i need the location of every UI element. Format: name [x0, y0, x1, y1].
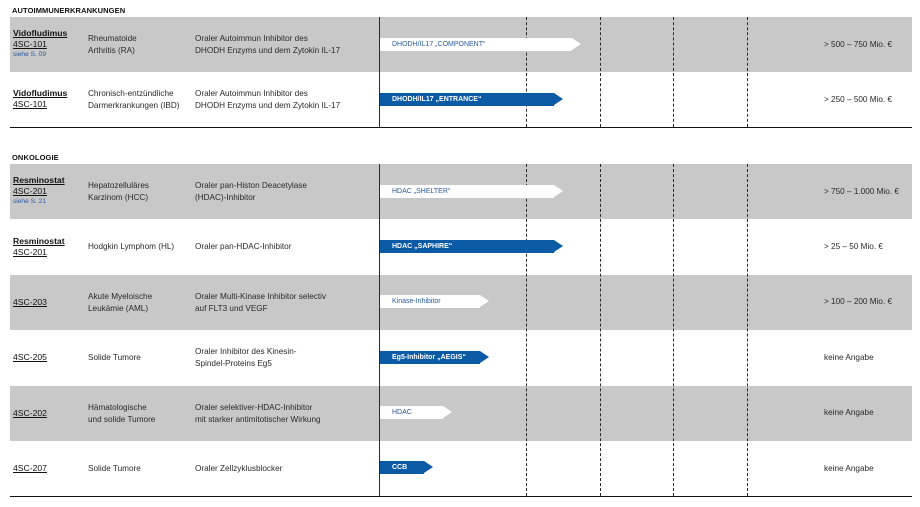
- phase-line: [600, 17, 601, 127]
- compound-name: [13, 28, 67, 60]
- indication-line: Chronisch-entzündliche: [88, 89, 174, 98]
- compound-brand: Resminostat: [13, 236, 65, 246]
- market-potential: > 250 – 500 Mio. €: [824, 95, 893, 104]
- indication-line: Akute Myeloische: [88, 292, 153, 301]
- compound-code: 4SC-202: [13, 408, 47, 418]
- phase-progress-arrow: HDAC „SAPHIRE“: [380, 240, 554, 253]
- bottom-divider: [10, 496, 912, 497]
- mechanism-description: [195, 402, 321, 426]
- table-row: [10, 441, 912, 496]
- indication-line: und solide Tumore: [88, 415, 156, 424]
- phase-line: [673, 17, 674, 127]
- indication-line: Hämatologische: [88, 403, 147, 412]
- indication-line: Darmerkrankungen (IBD): [88, 101, 180, 110]
- phase-line: [747, 164, 748, 496]
- description-line: Oraler pan-Histon Deacetylase: [195, 181, 307, 190]
- phase-line: [379, 164, 380, 496]
- phase-progress-arrow: CCB: [380, 461, 424, 474]
- description-line: Oraler Multi-Kinase Inhibitor selectiv: [195, 292, 327, 301]
- market-potential: > 750 – 1.000 Mio. €: [824, 187, 899, 196]
- phase-progress-arrow: HDAC: [380, 406, 443, 419]
- market-potential: keine Angabe: [824, 408, 874, 417]
- description-line: DHODH Enzyms und dem Zytokin IL-17: [195, 46, 341, 55]
- indication-line: Rheumatoide: [88, 34, 137, 43]
- indication: [88, 291, 152, 315]
- phase-progress-arrow: Kinase-Inhibitor: [380, 295, 480, 308]
- phase-line: [379, 17, 380, 127]
- market-potential: keine Angabe: [824, 464, 874, 473]
- page-reference-link[interactable]: siehe S. 21: [13, 198, 46, 205]
- description-line: (HDAC)-Inhibitor: [195, 193, 256, 202]
- section-title-autoimmune: AUTOIMMUNERKRANKUNGEN: [12, 6, 126, 15]
- compound-code: 4SC-101: [13, 39, 47, 49]
- compound-code: 4SC-203: [13, 297, 47, 307]
- description-line: auf FLT3 und VEGF: [195, 304, 268, 313]
- indication-line: Leukämie (AML): [88, 304, 149, 313]
- description-line: Oraler Autoimmun Inhibitor des: [195, 89, 308, 98]
- mechanism-description: [195, 88, 340, 112]
- indication: Solide Tumore: [88, 353, 141, 362]
- indication-line: Karzinom (HCC): [88, 193, 149, 202]
- compound-name: [13, 352, 47, 363]
- compound-code: 4SC-101: [13, 99, 47, 109]
- compound-code: 4SC-201: [13, 186, 47, 196]
- compound-code: 4SC-207: [13, 463, 47, 473]
- mechanism-description: [195, 180, 307, 204]
- phase-progress-arrow: DHODH/IL17 „ENTRANCE“: [380, 93, 554, 106]
- compound-brand: Vidofludimus: [13, 88, 68, 98]
- compound-name: [13, 463, 47, 474]
- compound-name: [13, 297, 47, 308]
- phase-progress-arrow: Eg5-Inhibitor „AEGIS“: [380, 351, 480, 364]
- section-title-oncology: ONKOLOGIE: [12, 153, 59, 162]
- compound-brand: Vidofludimus: [13, 28, 68, 38]
- indication: [88, 402, 155, 426]
- phase-line: [526, 164, 527, 496]
- market-potential: > 25 – 50 Mio. €: [824, 242, 883, 251]
- compound-brand: Resminostat: [13, 175, 65, 185]
- compound-name: [13, 88, 67, 110]
- description-line: Oraler Autoimmun Inhibitor des: [195, 34, 308, 43]
- phase-line: [600, 164, 601, 496]
- mechanism-description: Oraler pan-HDAC-Inhibitor: [195, 242, 292, 251]
- mechanism-description: Oraler Zellzyklusblocker: [195, 464, 283, 473]
- mechanism-description: [195, 33, 340, 57]
- compound-name: [13, 236, 65, 258]
- page-reference-link[interactable]: siehe S. 09: [13, 51, 46, 58]
- indication-line: Hepatozelluläres: [88, 181, 149, 190]
- compound-code: 4SC-201: [13, 247, 47, 257]
- phase-line: [526, 17, 527, 127]
- description-line: Spindel-Proteins Eg5: [195, 359, 272, 368]
- market-potential: > 500 – 750 Mio. €: [824, 40, 893, 49]
- section-divider: [10, 127, 912, 128]
- indication-line: Arthritis (RA): [88, 46, 135, 55]
- indication: [88, 33, 137, 57]
- description-line: Oraler Inhibitor des Kinesin-: [195, 347, 297, 356]
- indication: Hodgkin Lymphom (HL): [88, 242, 175, 251]
- compound-code: 4SC-205: [13, 352, 47, 362]
- phase-line: [747, 17, 748, 127]
- phase-progress-arrow: HDAC „SHELTER“: [380, 185, 554, 198]
- indication: [88, 88, 179, 112]
- compound-name: [13, 175, 65, 207]
- mechanism-description: [195, 291, 326, 315]
- indication: [88, 180, 149, 204]
- phase-line: [673, 164, 674, 496]
- indication: Solide Tumore: [88, 464, 141, 473]
- market-potential: keine Angabe: [824, 353, 874, 362]
- description-line: Oraler selektiver-HDAC-Inhibitor: [195, 403, 313, 412]
- compound-name: [13, 408, 47, 419]
- market-potential: > 100 – 200 Mio. €: [824, 297, 893, 306]
- description-line: DHODH Enzyms und dem Zytokin IL-17: [195, 101, 341, 110]
- mechanism-description: [195, 346, 296, 370]
- description-line: mit starker antimitotischer Wirkung: [195, 415, 321, 424]
- phase-progress-arrow: DHODH/IL17 „COMPONENT“: [380, 38, 572, 51]
